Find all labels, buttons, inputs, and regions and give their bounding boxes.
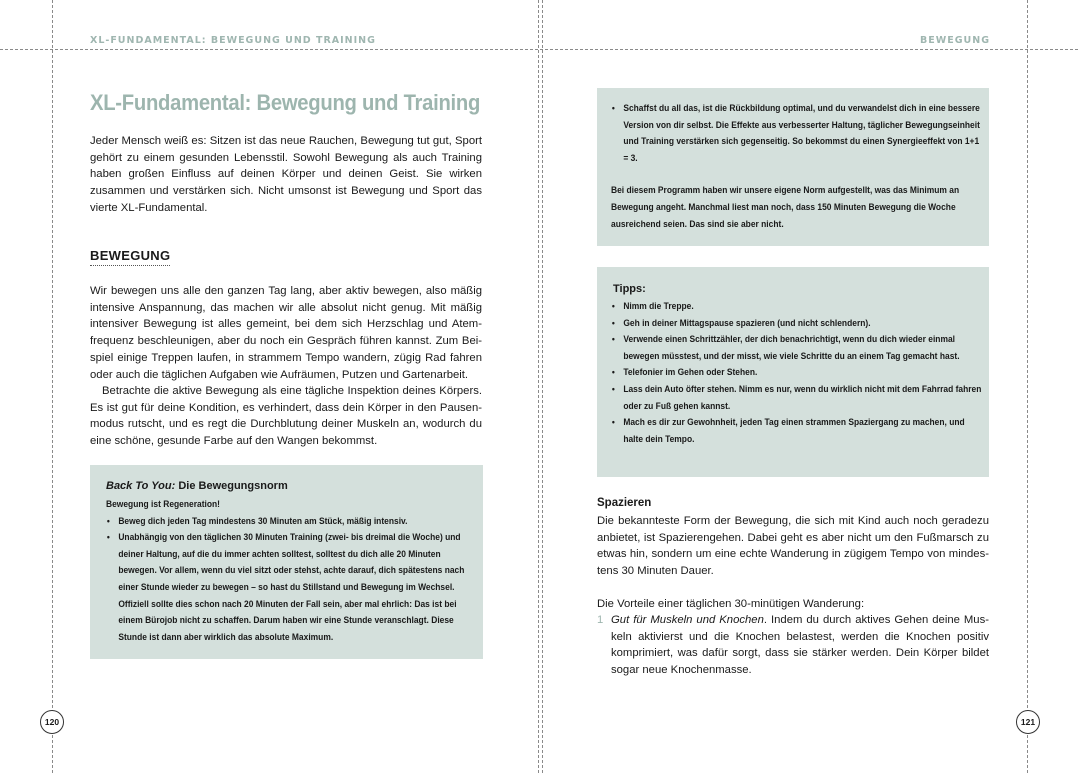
list-item: • Schaffst du all das, ist die Rückbildung optimal, und du verwandelst dich in eine bessere Version von dir selbst. Die Effekte aus verbesserter Haltung, täglicher Bewegungseinheit und Training verstärken sich gegenseitig. So bekommst du einen Synergieeffekt von 1+1 = 3. xyxy=(611,101,986,167)
page-number-left: 120 xyxy=(40,710,64,734)
item-italic-lead: Gut für Muskeln und Knochen xyxy=(611,614,764,626)
crop-guide-gutter-left xyxy=(538,0,539,773)
page-title: XL-Fundamental: Bewegung und Training xyxy=(90,90,481,115)
crop-guide-left xyxy=(52,0,53,773)
item-text xyxy=(597,612,989,679)
crop-guide-gutter-right xyxy=(542,0,543,773)
list-item: • Geh in deiner Mittagspause spazieren (und nicht schlendern). xyxy=(611,316,986,333)
body-paragraph-2: Betrachte die aktive Bewegung als eine tägliche Inspektion deines Körpers. Es ist gut für deine Kondition, es verhindert, dass dein Körper in den Pausenmodus rutscht, und es regt die Durchblutung deiner Muskeln an, wodurch du eine schöne, gesunde Farbe auf den Wangen bekommst. xyxy=(90,385,482,448)
numbered-item-1 xyxy=(597,612,989,679)
tips-heading: Tipps: xyxy=(613,283,646,295)
box-title-rest: Die Bewegungsnorm xyxy=(175,480,288,492)
box-subtitle: Bewegung ist Regeneration! xyxy=(106,499,220,510)
summary-box xyxy=(597,88,989,246)
crop-guide-right xyxy=(1027,0,1028,773)
summary-bullet-list xyxy=(611,101,986,167)
box-title-italic: Back To You: xyxy=(106,480,176,492)
page-number-right: 121 xyxy=(1016,710,1040,734)
benefits-intro: Die Vorteile einer täglichen 30-minütigen Wanderung: xyxy=(597,598,865,610)
running-title-right: BEWEGUNG xyxy=(920,35,990,46)
back-to-you-box xyxy=(90,465,483,659)
tips-box xyxy=(597,267,989,477)
tips-content xyxy=(611,299,986,448)
list-item: • Beweg dich jeden Tag mindestens 30 Minuten am Stück, mäßig intensiv. xyxy=(106,514,476,531)
walking-heading: Spazieren xyxy=(597,497,652,509)
walking-paragraph: Die bekannteste Form der Bewegung, die sich mit Kind auch noch geradezu anbietet, ist Spazierengehen. Dabei geht es aber nicht um den Fußmarsch zu etwas hin, sondern um eine echte Wanderung in zügigem Tempo von mindestens 30 Minuten Dauer. xyxy=(597,515,989,578)
item-number: 1 xyxy=(597,614,604,626)
section-heading: BEWEGUNG xyxy=(90,248,170,266)
list-item: • Verwende einen Schrittzähler, der dich benachrichtigt, wenn du dich wieder einmal bewegen müsstest, und der misst, wie viele Schritte du an einem Tag gemacht hast. xyxy=(611,332,986,365)
box-bullet-list xyxy=(106,514,476,647)
body-paragraph-1: Wir bewegen uns alle den ganzen Tag lang, aber aktiv bewegen, also mäßig intensive Anspannung, das machen wir alle absolut nicht genug. Mit mäßig intensiver Bewegung ist alles gemeint, bei dem sich Herzschlag und Atemfrequenz beschleunigen, aber du noch ein Gespräch führen kannst. Zum Beispiel einige Treppen laufen, in strammem Tempo wandern, zügig Rad fahren oder auch die täglichen Aufgaben wie Aufräumen, Putzen und Gartenarbeit. xyxy=(90,285,482,381)
intro-paragraph: Jeder Mensch weiß es: Sitzen ist das neue Rauchen, Bewegung tut gut, Sport gehört zu einem gesunden Lebensstil. Sowohl Bewegung als auch Training haben großen Einfluss auf deinen Körper und deinen Geist. Sie wirken zusammen und verstärken sich. Nicht umsonst ist Bewegung und Sport das vierte XL-Fundamental. xyxy=(90,135,482,214)
crop-guide-top xyxy=(0,49,1078,50)
item-body: . Indem du durch aktives Gehen deine Muskeln aktivierst und die Knochen belastest, werden die Knochen positiv komprimiert, was dafür sorgt, dass sie stärker werden. Dein Körper bildet sogar neue Knochenmasse. xyxy=(611,614,989,677)
box-content xyxy=(106,497,476,646)
summary-paragraph: Bei diesem Programm haben wir unsere eigene Norm aufgestellt, was das Minimum an Bewegung angeht. Manchmal liest man noch, dass 150 Minuten Bewegung die Woche ausreichend seien. Das sind sie aber nicht. xyxy=(611,185,960,230)
running-title-left: XL-FUNDAMENTAL: BEWEGUNG UND TRAINING xyxy=(90,35,376,46)
tips-bullet-list xyxy=(611,299,986,448)
list-item: • Unabhängig von den täglichen 30 Minuten Training (zwei- bis dreimal die Woche) und deiner Haltung, auf die du immer achten solltest, solltest du dich alle 20 Minuten bewegen. Vor allem, wenn du viel sitzt oder stehst, achte darauf, dich spätestens nach einer Stunde wieder zu bewegen – so hast du Stillstand und Bewegung im Wechsel. Offiziell sollte dies schon nach 20 Minuten der Fall sein, aber mal ehrlich: Das ist bei einem Bürojob nicht zu schaffen. Darum haben wir eine Stunde veranschlagt. Diese Stunde ist dann aber wirklich das absolute Maximum. xyxy=(106,530,476,646)
list-item: • Mach es dir zur Gewohnheit, jeden Tag einen strammen Spaziergang zu machen, und halte dein Tempo. xyxy=(611,415,986,448)
summary-content xyxy=(611,101,986,233)
box-title xyxy=(106,480,288,492)
list-item: • Nimm die Treppe. xyxy=(611,299,986,316)
list-item: • Lass dein Auto öfter stehen. Nimm es nur, wenn du wirklich nicht mit dem Fahrrad fahren oder zu Fuß gehen kannst. xyxy=(611,382,986,415)
list-item: • Telefonier im Gehen oder Stehen. xyxy=(611,365,986,382)
